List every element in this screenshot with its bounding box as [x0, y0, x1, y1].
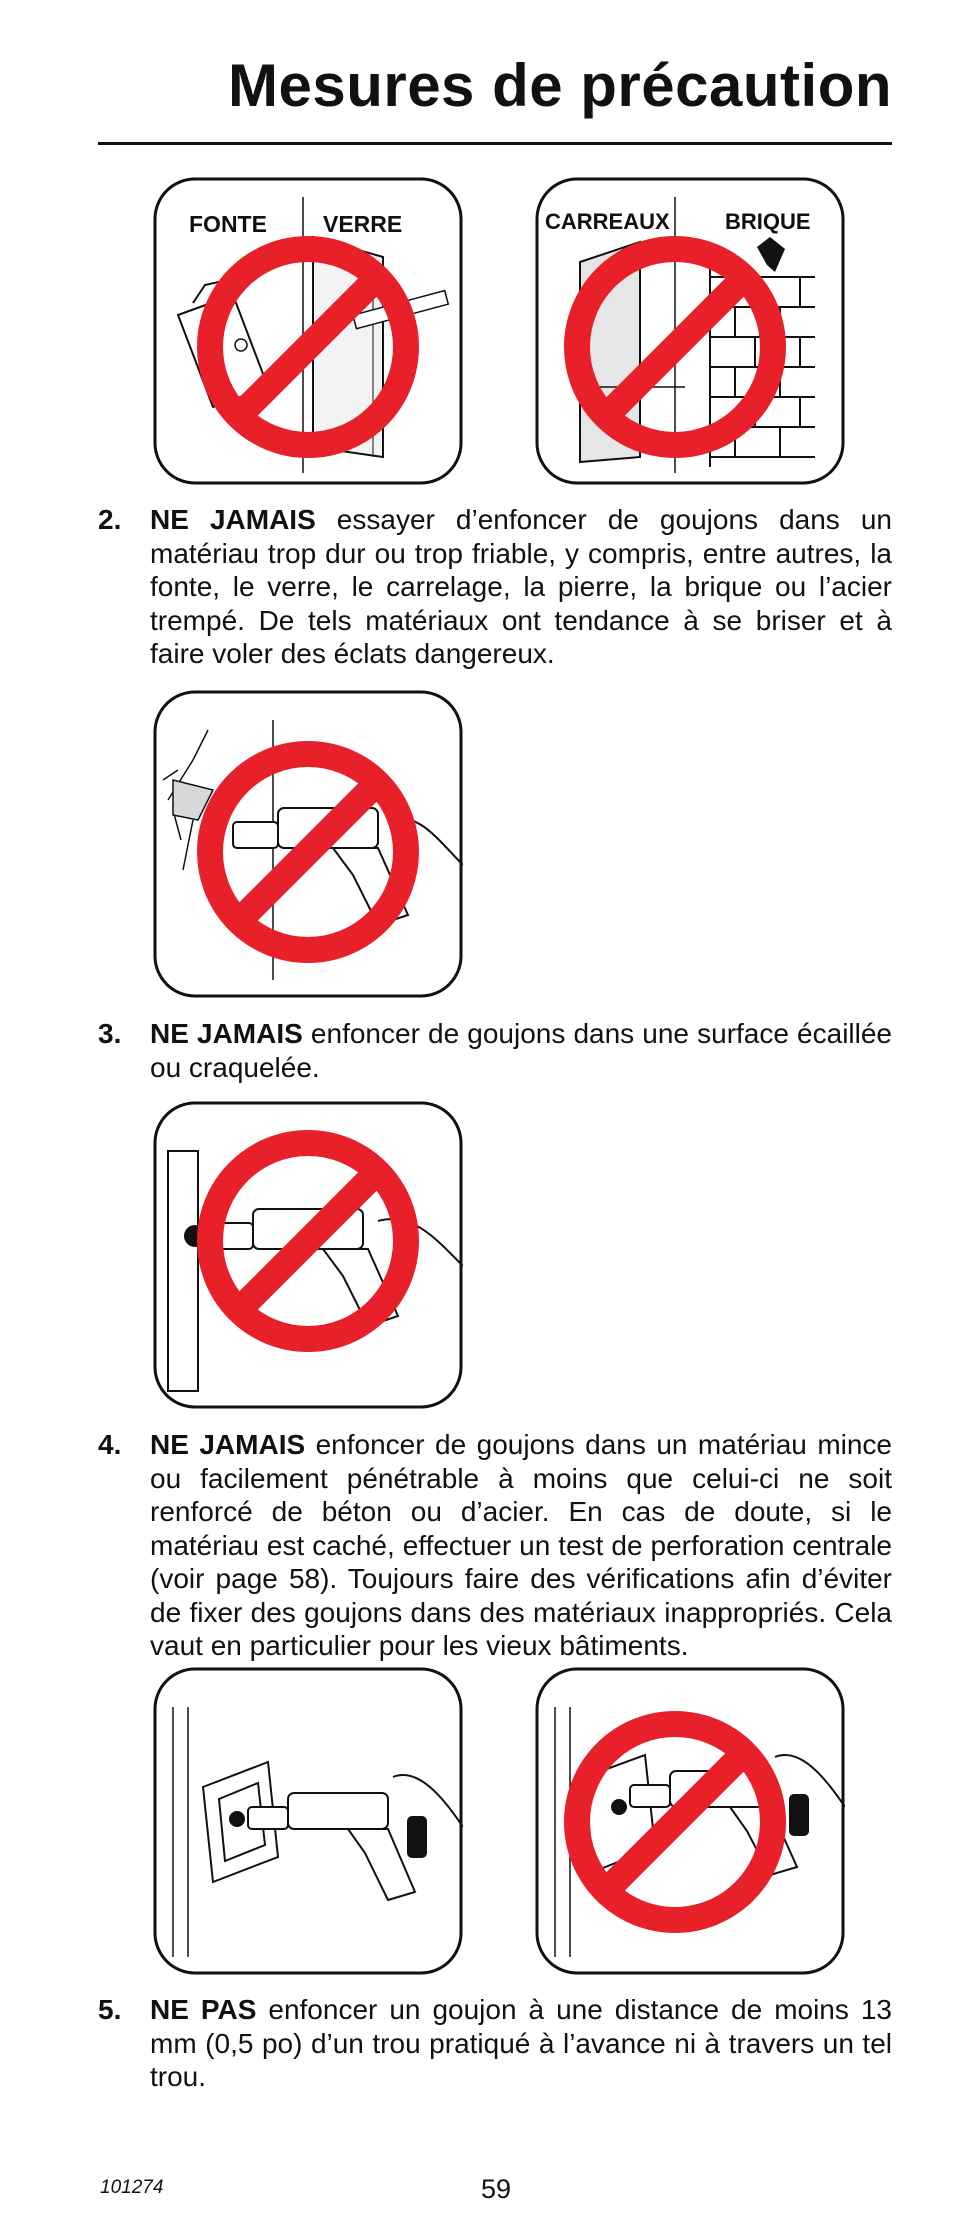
figure-thin-material	[153, 1101, 463, 1409]
item-number: 5.	[98, 1994, 122, 2025]
list-item	[98, 1017, 892, 1084]
item-number: 3.	[98, 1018, 122, 1049]
item-body: enfoncer un goujon à une distance de moins 13 mm (0,5 po) d’un trou pratiqué à l’avance ni à travers un tel trou.	[150, 1994, 893, 2092]
item-body: enfoncer de goujons dans une surface écaillée ou craquelée.	[150, 1018, 893, 1083]
title-rule	[98, 142, 892, 145]
page-number: 59	[481, 2174, 512, 2204]
figure-label-brick: BRIQUE	[725, 209, 811, 234]
figure-cracked-surface	[153, 690, 463, 998]
figure-label-tiles: CARREAUX	[545, 209, 670, 234]
figure-label-cast-iron: FONTE	[189, 211, 267, 237]
page-title: Mesures de précaution	[227, 52, 892, 119]
item-keyword: NE JAMAIS	[150, 1429, 306, 1460]
item-body: essayer d’enfoncer de goujons dans un matériau trop dur ou trop friable, y compris, entre autres, la fonte, le verre, le carrelage, la pierre, la brique ou l’acier trempé. De tels matériaux ont tendance à se briser et à faire voler des éclats dangereux.	[150, 504, 892, 669]
item-number: 2.	[98, 504, 122, 535]
list-item	[98, 1428, 892, 1663]
item-number: 4.	[98, 1429, 122, 1460]
figure-away-from-hole	[153, 1667, 463, 1975]
item-text	[150, 1993, 892, 2094]
item-text	[150, 1428, 892, 1663]
figure-tiles-brick	[535, 177, 845, 485]
figure-label-glass: VERRE	[323, 211, 403, 237]
list-item	[98, 1993, 892, 2094]
item-text	[150, 503, 892, 671]
item-keyword: NE PAS	[150, 1994, 257, 2025]
figure-cast-iron-glass	[153, 177, 463, 485]
list-item	[98, 503, 892, 671]
item-text	[150, 1017, 892, 1084]
item-body: enfoncer de goujons dans un matériau mince ou facilement pénétrable à moins que celui-ci ne soit renforcé de béton ou d’acier. En cas de doute, si le matériau est caché, effectuer un test de perforation centrale (voir page 58). Toujours faire des vérifications afin d’éviter de fixer des goujons dans des matériaux inappropriés. Cela vaut en particulier pour les vieux bâtiments.	[150, 1429, 893, 1661]
item-keyword: NE JAMAIS	[150, 504, 316, 535]
document-code: 101274	[100, 2177, 164, 2198]
item-keyword: NE JAMAIS	[150, 1018, 303, 1049]
figure-near-hole	[535, 1667, 845, 1975]
